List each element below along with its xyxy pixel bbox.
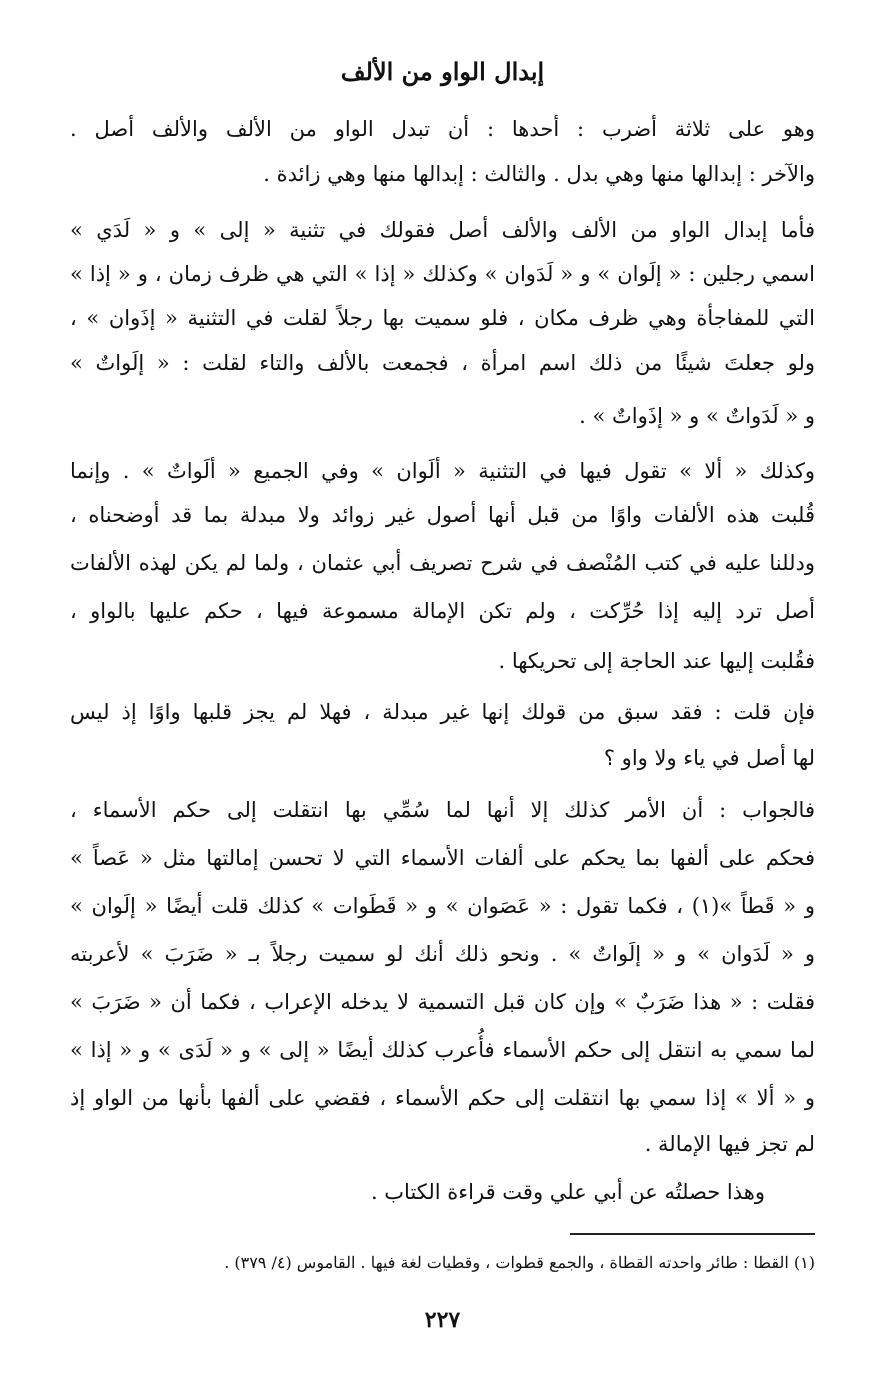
text-line: اسمي رجلين : « إلَوان » و « لَدَوان » وكذلك « إذا » التي هي ظرف زمان ، و « إذا » (70, 262, 815, 286)
text-line: التي للمفاجأة وهي ظرف مكان ، فلو سميت بها رجلاً لقلت في التثنية « إذَوان » ، (70, 306, 815, 330)
text-line: ودللنا عليه في كتب المُنْصف في شرح تصريف أبي عثمان ، ولما لم يكن لهذه الألفات (70, 551, 815, 575)
page-number: ٢٢٧ (424, 1307, 461, 1333)
text-line: فإن قلت : فقد سبق من قولك إنها غير مبدلة ، فهلا لم يجز قلبها واوًا إذ ليس (70, 700, 815, 724)
text-line: و « قَطاً »(١) ، فكما تقول : « عَصَوان » و « قَطَوات » كذلك قلت أيضًا « إلَوان » (70, 894, 815, 918)
text-line: و « لَدَوان » و « إلَواتٌ » . ونحو ذلك أنك لو سميت رجلاً بـ « ضَرَبَ » لأعربته (70, 942, 815, 966)
text-line: وهذا حصلتُه عن أبي علي وقت قراءة الكتاب . (370, 1180, 765, 1204)
text-line: فأما إبدال الواو من الألف والألف أصل فقولك في تثنية « إلى » و « لَدَي » (70, 218, 815, 242)
section-title: إبدال الواو من الألف (340, 57, 545, 86)
text-line: و « ألا » إذا سمي بها انتقلت إلى حكم الأسماء ، فقضي على ألفها بأنها من الواو إذ (70, 1086, 815, 1110)
text-line: لما سمي به انتقل إلى حكم الأسماء فأُعرب كذلك أيضًا « إلى » و « لَدَى » و « إذا » (70, 1038, 815, 1062)
text-line: و « لَدَواتٌ » و « إذَواتٌ » . (579, 404, 815, 428)
footnote-divider (570, 1233, 815, 1235)
text-line: فحكم على ألفها بما يحكم على ألفات الأسماء التي لا تحسن إمالتها مثل « عَصاً » (70, 846, 815, 870)
text-line: فقلت : « هذا ضَرَبٌ » وإن كان قبل التسمية لا يدخله الإعراب ، فكما أن « ضَرَبَ » (70, 990, 815, 1014)
text-line: ولو جعلتَ شيئًا من ذلك اسم امرأة ، فجمعت بالألف والتاء لقلت : « إلَواتٌ » (70, 351, 815, 375)
text-line: أصل ترد إليه إذا حُرِّكت ، ولم تكن الإمالة مسموعة فيها ، حكم عليها بالواو ، (70, 599, 815, 623)
text-line: فقُلبت إليها عند الحاجة إلى تحريكها . (498, 649, 815, 673)
footnote: (١) القطا : طائر واحدته القطاة ، والجمع قطوات ، وقطيات لغة فيها . القاموس (٤/ ٣٧٩) . (224, 1253, 815, 1272)
text-line: وهو على ثلاثة أضرب : أحدها : أن تبدل الواو من الألف والألف أصل . (70, 117, 815, 141)
text-line: وكذلك « ألا » تقول فيها في التثنية « ألَوان » وفي الجميع « ألَواتٌ » . وإنما (70, 459, 815, 483)
text-line: فالجواب : أن الأمر كذلك إلا أنها لما سُمِّي بها انتقلت إلى حكم الأسماء ، (70, 798, 815, 822)
text-line: والآخر : إبدالها منها وهي بدل . والثالث : إبدالها منها وهي زائدة . (263, 162, 815, 186)
text-line: لها أصل في ياء ولا واو ؟ (603, 746, 815, 770)
text-line: لم تجز فيها الإمالة . (644, 1132, 815, 1156)
text-line: قُلبت هذه الألفات واوًا من قبل أنها أصول غير زوائد ولا مبدلة بما قد أوضحناه ، (70, 503, 815, 527)
